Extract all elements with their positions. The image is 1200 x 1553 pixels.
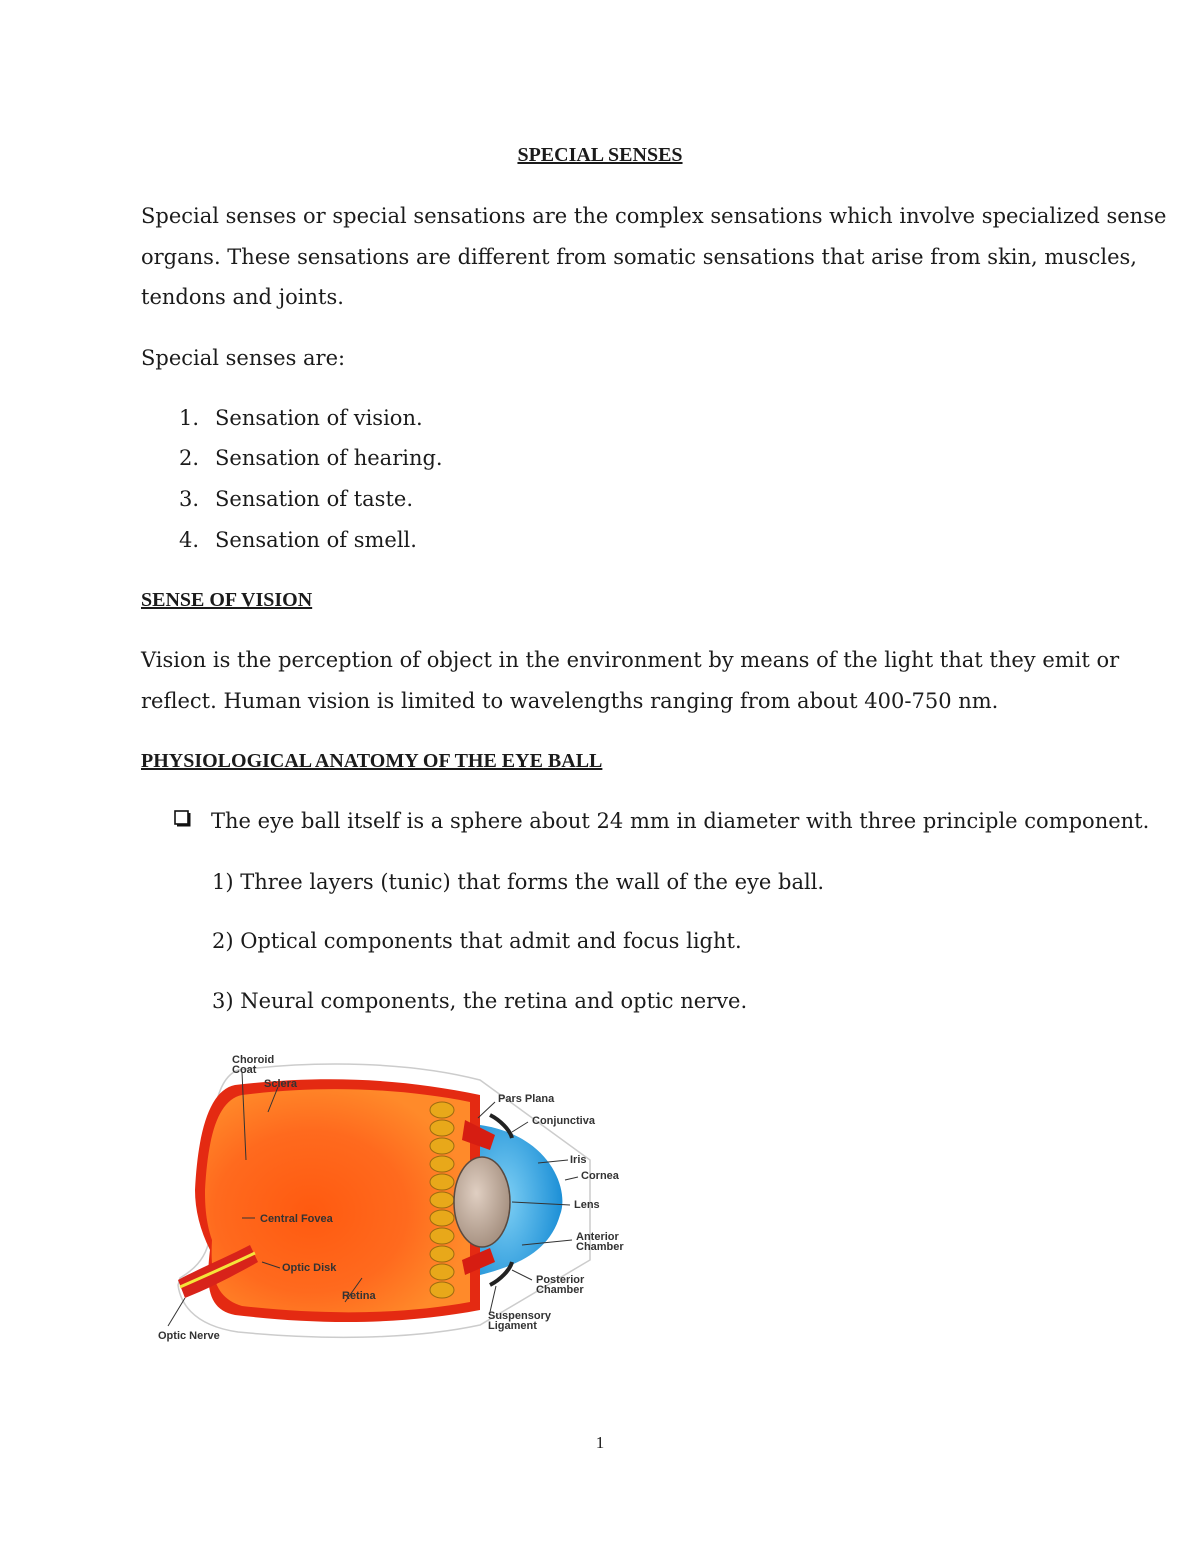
special-senses-label: Special senses are: <box>141 346 346 370</box>
label-iris: Iris <box>570 1154 587 1166</box>
label-sclera: Sclera <box>264 1078 298 1090</box>
bullet-text: The eye ball itself is a sphere about 24 mm in diameter with three principle component. <box>211 809 1150 833</box>
page-title: SPECIAL SENSES <box>517 144 683 166</box>
label-optic-nerve: Optic Nerve <box>158 1330 220 1342</box>
vision-heading: SENSE OF VISION <box>141 589 313 611</box>
label-suspensory-ligament: Ligament <box>488 1320 537 1332</box>
eyeball-drawing <box>178 1064 590 1337</box>
label-central-fovea: Central Fovea <box>260 1213 333 1225</box>
label-choroid-coat: Coat <box>232 1064 257 1076</box>
anatomy-heading: PHYSIOLOGICAL ANATOMY OF THE EYE BALL <box>141 750 603 772</box>
list-item: Sensation of taste. <box>215 487 414 511</box>
label-conjunctiva: Conjunctiva <box>532 1115 595 1127</box>
list-item: Sensation of hearing. <box>215 446 443 470</box>
page-number: 1 <box>595 1433 605 1452</box>
vision-line-2: reflect. Human vision is limited to wavelengths ranging from about 400-750 nm. <box>141 689 999 713</box>
label-anterior-chamber: Anterior <box>576 1231 619 1243</box>
checkbox-bullet-icon <box>174 810 191 827</box>
intro-line-1: Special senses or special sensations are the complex sensations which involve specialized sense <box>141 204 1167 228</box>
vision-line-1: Vision is the perception of object in the environment by means of the light that they emit or <box>141 648 1120 672</box>
label-suspensory-ligament: Suspensory <box>488 1310 551 1322</box>
component-item: 1) Three layers (tunic) that forms the wall of the eye ball. <box>212 870 825 894</box>
list-item: Sensation of vision. <box>215 406 423 430</box>
list-number: 1. <box>179 406 200 430</box>
intro-line-3: tendons and joints. <box>141 285 344 309</box>
label-pars-plana: Pars Plana <box>498 1093 555 1105</box>
list-number: 2. <box>179 446 200 470</box>
label-anterior-chamber: Chamber <box>576 1241 624 1253</box>
list-item: Sensation of smell. <box>215 528 417 552</box>
component-item: 2) Optical components that admit and focus light. <box>212 929 742 953</box>
list-number: 3. <box>179 487 200 511</box>
list-number: 4. <box>179 528 200 552</box>
label-lens: Lens <box>574 1199 600 1211</box>
intro-line-2: organs. These sensations are different from somatic sensations that arise from skin, muscles, <box>141 245 1137 269</box>
label-posterior-chamber: Chamber <box>536 1284 584 1296</box>
label-optic-disk: Optic Disk <box>282 1262 337 1274</box>
component-item: 3) Neural components, the retina and optic nerve. <box>212 989 748 1013</box>
label-retina: Retina <box>342 1290 376 1302</box>
label-cornea: Cornea <box>581 1170 619 1182</box>
label-posterior-chamber: Posterior <box>536 1274 585 1286</box>
eye-anatomy-diagram <box>150 1040 670 1360</box>
label-choroid-coat: Choroid <box>232 1054 275 1066</box>
